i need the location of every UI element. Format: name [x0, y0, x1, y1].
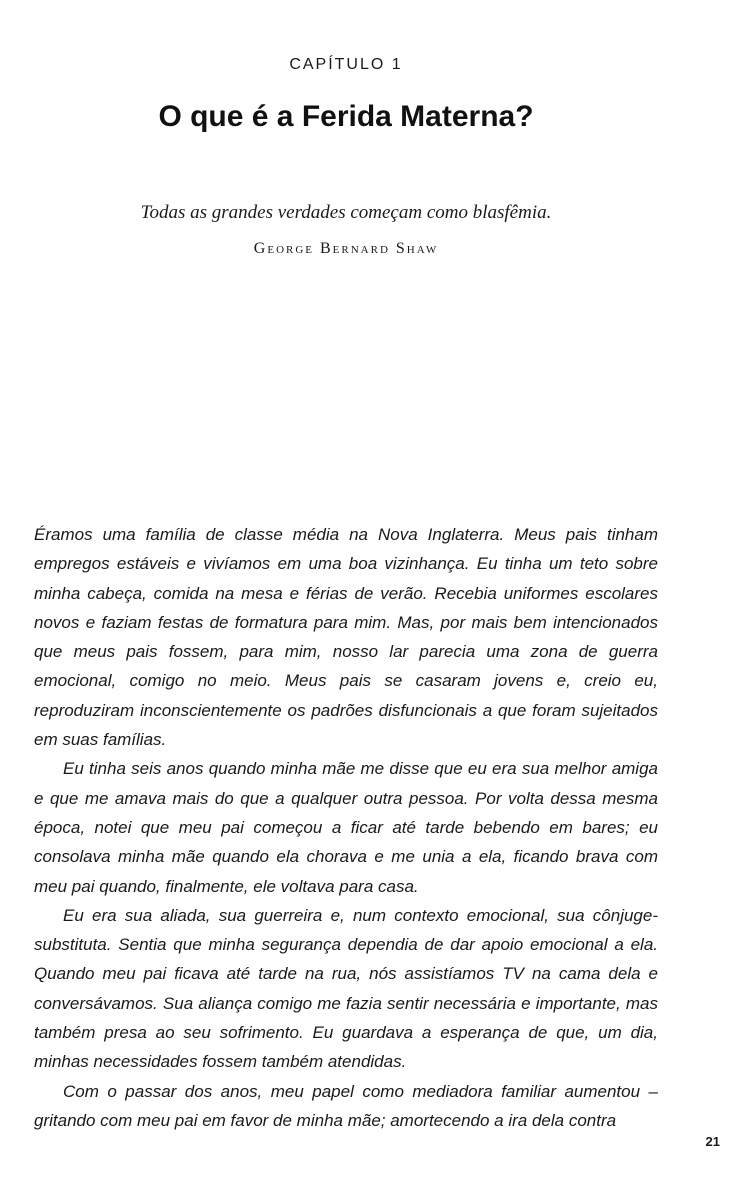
- epigraph-author: George Bernard Shaw: [253, 240, 439, 257]
- paragraph-1: Éramos uma família de classe média na Nova Inglaterra. Meus pais tinham empregos estáveis e vivíamos em uma boa vizinhança. Eu tinha um teto sobre minha cabeça, comida na mesa e férias de verão. Recebia uniformes escolares novos e faziam festas de formatura para mim. Mas, por mais bem intencionados que meus pais fossem, para mim, nosso lar parecia uma zona de guerra emocional, comigo no meio. Meus pais se casaram jovens e, creio eu, reproduziram inconscientemente os padrões disfuncionais a que foram sujeitados em suas famílias.: [34, 525, 658, 750]
- paragraph-2: Eu tinha seis anos quando minha mãe me disse que eu era sua melhor amiga e que me amava mais do que a qualquer outra pessoa. Por volta dessa mesma época, notei que meu pai começou a ficar até tarde bebendo em bares; eu consolava minha mãe quando ela chorava e me unia a ela, ficando brava com meu pai quando, finalmente, ele voltava para casa.: [34, 759, 658, 896]
- body-text: [34, 520, 658, 1135]
- epigraph-quote: Todas as grandes verdades começam como blasfêmia.: [140, 202, 552, 223]
- chapter-title: O que é a Ferida Materna?: [158, 100, 534, 133]
- page-number: 21: [705, 1134, 720, 1149]
- paragraph-3: Eu era sua aliada, sua guerreira e, num contexto emocional, sua cônjuge-substituta. Sentia que minha segurança dependia de dar apoio emocional a ela. Quando meu pai ficava até tarde na rua, nós assistíamos TV na cama dela e conversávamos. Sua aliança comigo me fazia sentir necessária e importante, mas também presa ao seu sofrimento. Eu guardava a esperança de que, um dia, minhas necessidades fossem também atendidas.: [34, 905, 658, 1072]
- paragraph-4: Com o passar dos anos, meu papel como mediadora familiar aumentou – gritando com meu pai em favor de minha mãe; amortecendo a ira dela contra: [34, 1081, 658, 1130]
- chapter-label: CAPÍTULO 1: [289, 56, 403, 73]
